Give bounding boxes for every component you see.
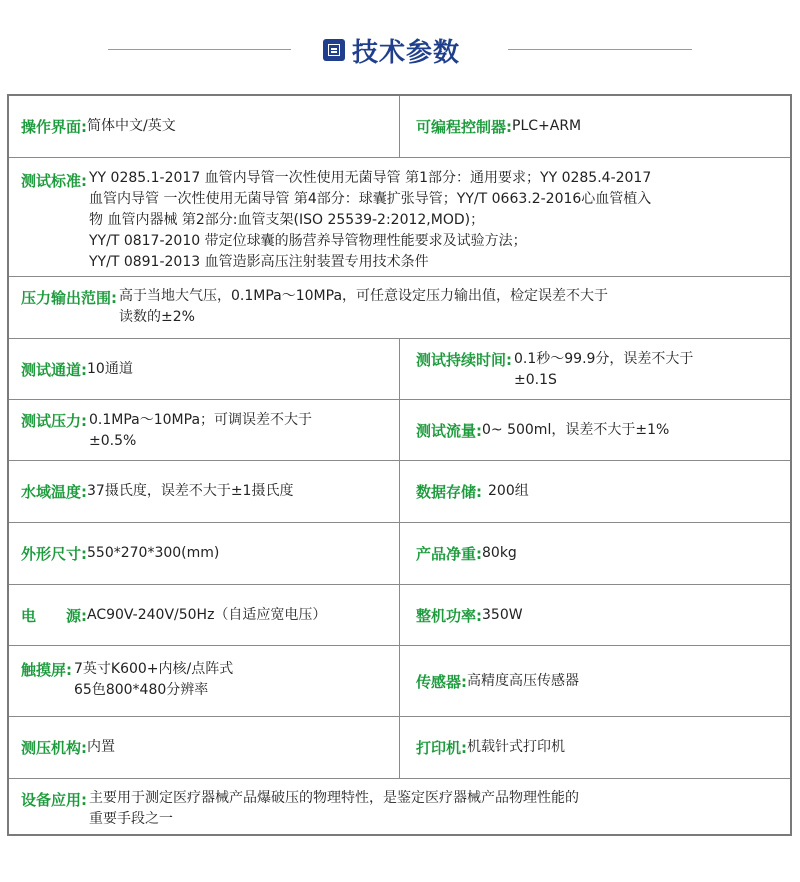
spec-value: 0~ 500ml，误差不大于±1% (482, 421, 670, 438)
spec-cell (9, 585, 400, 645)
spec-value: 内置 (87, 739, 115, 755)
spec-value-line: YY/T 0817-2010 带定位球囊的肠营养导管物理性能要求及试验方法； (89, 233, 527, 249)
spec-value-line: 物 血管内器械 第2部分:血管支架(ISO 25539-2:2012,MOD)； (89, 212, 485, 228)
spec-value-line: 读数的±2% (119, 309, 195, 325)
spec-value: 200组 (488, 483, 529, 499)
spec-value: PLC+ARM (512, 118, 582, 134)
spec-table (7, 94, 792, 836)
spec-value: 550*270*300(mm) (87, 545, 220, 561)
table-row (9, 461, 790, 523)
table-row (9, 158, 790, 277)
spec-label: 整机功率: (416, 606, 482, 625)
spec-cell (9, 779, 790, 834)
spec-cell (9, 158, 790, 276)
spec-cell (400, 717, 790, 778)
header-title-group (323, 32, 460, 68)
table-row (9, 779, 790, 834)
spec-value-line: YY/T 0891-2013 血管造影高压注射装置专用技术条件 (89, 254, 429, 270)
spec-cell (9, 646, 400, 716)
spec-cell (400, 339, 790, 399)
spec-cell (9, 400, 400, 460)
spec-label: 测压机构: (21, 739, 87, 757)
spec-value: 机载针式打印机 (467, 739, 565, 755)
spec-label: 操作界面: (21, 118, 87, 136)
table-row (9, 523, 790, 585)
spec-label: 测试压力: (21, 412, 87, 430)
spec-value (514, 349, 693, 391)
spec-value-line: 主要用于测定医疗器械产品爆破压的物理特性，是鉴定医疗器械产品物理性能的 (89, 790, 579, 806)
spec-value: 简体中文/英文 (87, 118, 176, 134)
header-divider-left (108, 49, 291, 50)
document-icon (323, 39, 345, 61)
table-row (9, 96, 790, 158)
spec-value-line: 重要手段之一 (89, 811, 173, 827)
spec-value (89, 410, 312, 452)
spec-label: 数据存储: (416, 483, 482, 501)
spec-label: 产品净重: (416, 545, 482, 563)
spec-cell (9, 277, 790, 338)
spec-value: AC90V-240V/50Hz（自适应宽电压） (87, 606, 327, 623)
spec-cell (9, 461, 400, 522)
spec-value (74, 659, 233, 701)
table-row (9, 339, 790, 400)
spec-value-line: 高于当地大气压，0.1MPa～10MPa，可任意设定压力输出值，检定误差不大于 (119, 288, 609, 304)
header-divider-right (508, 49, 692, 50)
spec-value: 80kg (482, 545, 517, 561)
spec-label: 电 源: (21, 606, 87, 625)
spec-cell (9, 96, 400, 157)
table-row (9, 400, 790, 461)
table-row (9, 585, 790, 646)
table-row (9, 646, 790, 717)
spec-value-line: 血管内导管 一次性使用无菌导管 第4部分：球囊扩张导管；YY/T 0663.2-2016心血管植入 (89, 191, 652, 207)
spec-cell (400, 96, 790, 157)
spec-label: 打印机: (416, 739, 467, 757)
spec-label: 测试流量: (416, 421, 482, 440)
table-row (9, 717, 790, 779)
spec-label: 测试通道: (21, 360, 87, 379)
page-title: 技术参数 (352, 37, 461, 68)
spec-cell (9, 339, 400, 399)
spec-value (89, 788, 579, 830)
spec-label: 设备应用: (21, 791, 87, 809)
spec-cell (400, 646, 790, 716)
spec-value-line: YY 0285.1-2017 血管内导管一次性使用无菌导管 第1部分：通用要求；YY 0285.4-2017 (89, 170, 652, 186)
spec-value-line: ±0.5% (89, 433, 137, 449)
spec-value-line: 7英寸K600+内核/点阵式 (74, 661, 234, 677)
spec-label: 外形尺寸: (21, 545, 87, 563)
spec-value (89, 168, 651, 273)
spec-cell (400, 585, 790, 645)
spec-value-line: 65色800*480分辨率 (74, 682, 209, 698)
spec-label: 压力输出范围: (21, 289, 117, 307)
spec-value: 37摄氏度，误差不大于±1摄氏度 (87, 483, 294, 499)
spec-value: 10通道 (87, 360, 133, 377)
spec-value (119, 286, 608, 328)
spec-cell (9, 717, 400, 778)
spec-cell (9, 523, 400, 584)
spec-label: 测试标准: (21, 172, 87, 190)
spec-value-line: 0.1MPa～10MPa；可调误差不大于 (89, 412, 313, 428)
spec-value-line: 0.1秒～99.9分，误差不大于 (514, 351, 694, 367)
spec-value: 高精度高压传感器 (467, 672, 579, 689)
spec-label: 测试持续时间: (416, 351, 512, 369)
spec-label: 传感器: (416, 672, 467, 691)
section-header (0, 30, 800, 70)
spec-cell (400, 400, 790, 460)
spec-cell (400, 461, 790, 522)
spec-label: 触摸屏: (21, 661, 72, 679)
spec-value: 350W (482, 606, 523, 623)
table-row (9, 277, 790, 339)
spec-value-line: ±0.1S (514, 372, 557, 388)
spec-cell (400, 523, 790, 584)
spec-label: 可编程控制器: (416, 118, 512, 136)
spec-label: 水域温度: (21, 483, 87, 501)
